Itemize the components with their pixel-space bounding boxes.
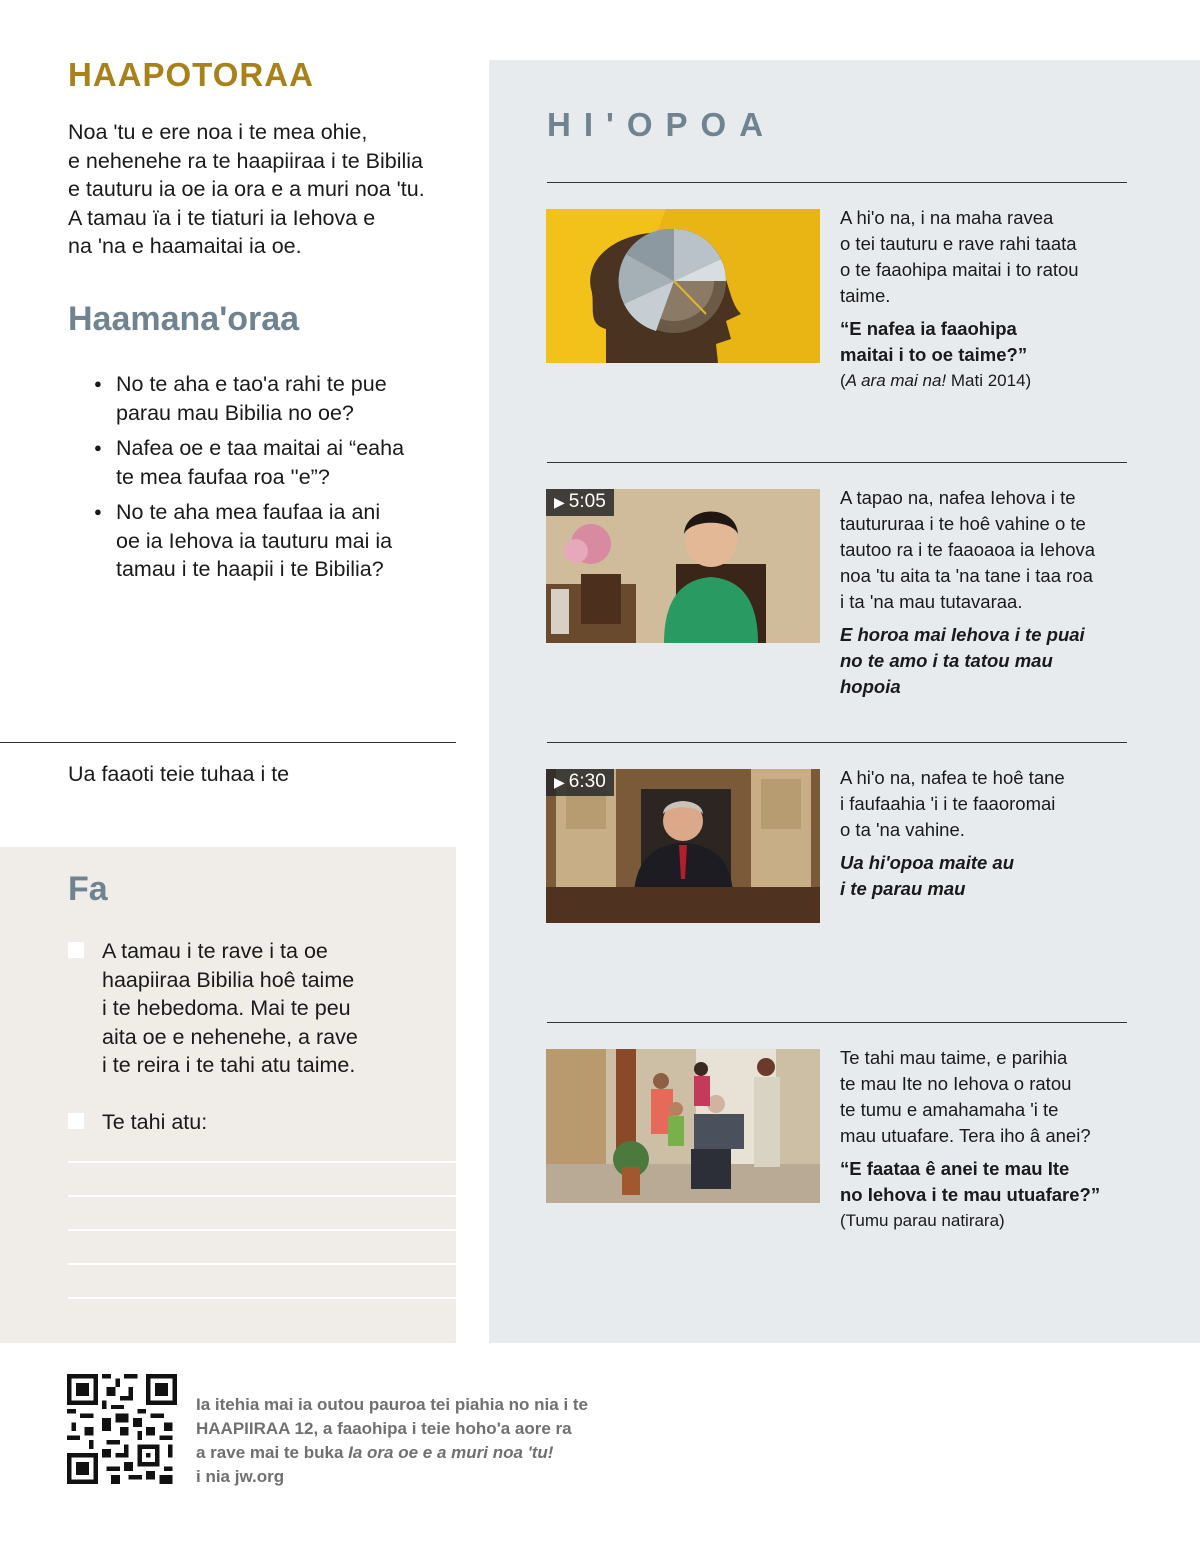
- play-icon: ▶: [554, 494, 565, 510]
- item-separator: [547, 1022, 1127, 1023]
- write-in-line[interactable]: [68, 1297, 456, 1299]
- qr-code-icon[interactable]: [67, 1374, 177, 1484]
- watch-title: HI'OPOA: [547, 106, 777, 143]
- goal-checkbox[interactable]: [68, 942, 84, 958]
- review-question: ● Nafea oe e taa maitai ai “eaha te mea faufaa roa ''e”?: [94, 434, 444, 491]
- goal-item-text: Te tahi atu:: [102, 1110, 208, 1134]
- article-thumbnail-time[interactable]: [546, 209, 820, 363]
- item-title-link[interactable]: E horoa mai Iehova i te puai no te amo i ta tatou mau hopoia: [840, 624, 1085, 697]
- write-in-line[interactable]: [68, 1229, 456, 1231]
- article-thumbnail-family[interactable]: [546, 1049, 820, 1203]
- goal-item-other: [68, 1108, 448, 1137]
- family-scene-image: [546, 1049, 820, 1203]
- item-description: Te tahi mau taime, e parihia te mau Ite no Iehova o ratou te tumu e amahamaha 'i te mau utuafare. Tera iho â anei?: [840, 1047, 1091, 1146]
- video-thumbnail-woman[interactable]: [546, 489, 820, 643]
- summary-text: Noa 'tu e ere noa i te mea ohie, e nehenehe ra te haapiiraa i te Bibilia e tauturu ia oe ia ora e a muri noa 'tu. A tamau ïa i te tiaturi ia Iehova e na 'na e haamaitai ia oe.: [68, 120, 425, 258]
- footer-text: Ia itehia mai ia outou pauroa tei piahia no nia i te HAAPIIRAA 12, a faaohipa i teie hoho'a aore ra a rave mai te buka Ia ora oe e a muri noa 'tu! i nia jw.org: [196, 1395, 589, 1486]
- write-in-line[interactable]: [68, 1195, 456, 1197]
- item-title-link[interactable]: “E faataa ê anei te mau Ite no Iehova i te mau utuafare?”: [840, 1158, 1101, 1205]
- section-divider: [0, 742, 456, 743]
- video-thumbnail-man[interactable]: [546, 769, 820, 923]
- item-separator: [547, 742, 1127, 743]
- completed-date-label: Ua faaoti teie tuhaa i te: [68, 762, 290, 786]
- summary-title: HAAPOTORAA: [68, 56, 314, 93]
- item-text-family: [840, 1045, 1130, 1233]
- item-title-link[interactable]: “E nafea ia faaohipa maitai i to oe taime?”: [840, 318, 1028, 365]
- write-in-line[interactable]: [68, 1161, 456, 1163]
- review-question: ● No te aha e tao'a rahi te pue parau mau Bibilia no oe?: [94, 370, 444, 427]
- review-title: Haamana'oraa: [68, 300, 300, 338]
- review-question: ● No te aha mea faufaa ia ani oe ia Iehova ia tauturu mai ia tamau i te haapii i te Bibilia?: [94, 498, 444, 584]
- play-icon: ▶: [554, 774, 565, 790]
- item-source: (Tumu parau natirara): [840, 1211, 1005, 1230]
- goal-title: Fa: [68, 870, 108, 908]
- item-separator: [547, 462, 1127, 463]
- goal-checkbox[interactable]: [68, 1113, 84, 1129]
- video-duration-badge: ▶ 5:05: [546, 489, 614, 516]
- item-text-woman: [840, 485, 1130, 700]
- item-description: A tapao na, nafea Iehova i te tautururaa i te hoê vahine o te tautoo ra i te faaoaoa ia Iehova noa 'tu aita ta 'na tane i taa roa i ta 'na mau tutavaraa.: [840, 487, 1096, 612]
- item-title-link[interactable]: Ua hi'opoa maite au i te parau mau: [840, 852, 1015, 899]
- video-duration-badge: ▶ 6:30: [546, 769, 614, 796]
- review-question-list: [94, 370, 444, 591]
- item-text-time: [840, 205, 1130, 393]
- goal-item-bible-study: [68, 937, 448, 1080]
- item-text-man: [840, 765, 1130, 902]
- item-source: (A ara mai na! Mati 2014): [840, 371, 1032, 390]
- item-description: A hi'o na, i na maha ravea o tei tauturu e rave rahi taata o te faaohipa maitai i to ratou taime.: [840, 207, 1079, 306]
- head-clock-illustration: [546, 209, 820, 363]
- write-in-line[interactable]: [68, 1263, 456, 1265]
- goal-panel: [0, 847, 456, 1343]
- item-separator: [547, 182, 1127, 183]
- goal-item-text: A tamau i te rave i ta oe haapiiraa Bibilia hoê taime i te hebedoma. Mai te peu aita oe e nehenehe, a rave i te reira i te tahi atu taime.: [102, 939, 358, 1077]
- item-description: A hi'o na, nafea te hoê tane i faufaahia 'i i te faaoromai o ta 'na vahine.: [840, 767, 1065, 840]
